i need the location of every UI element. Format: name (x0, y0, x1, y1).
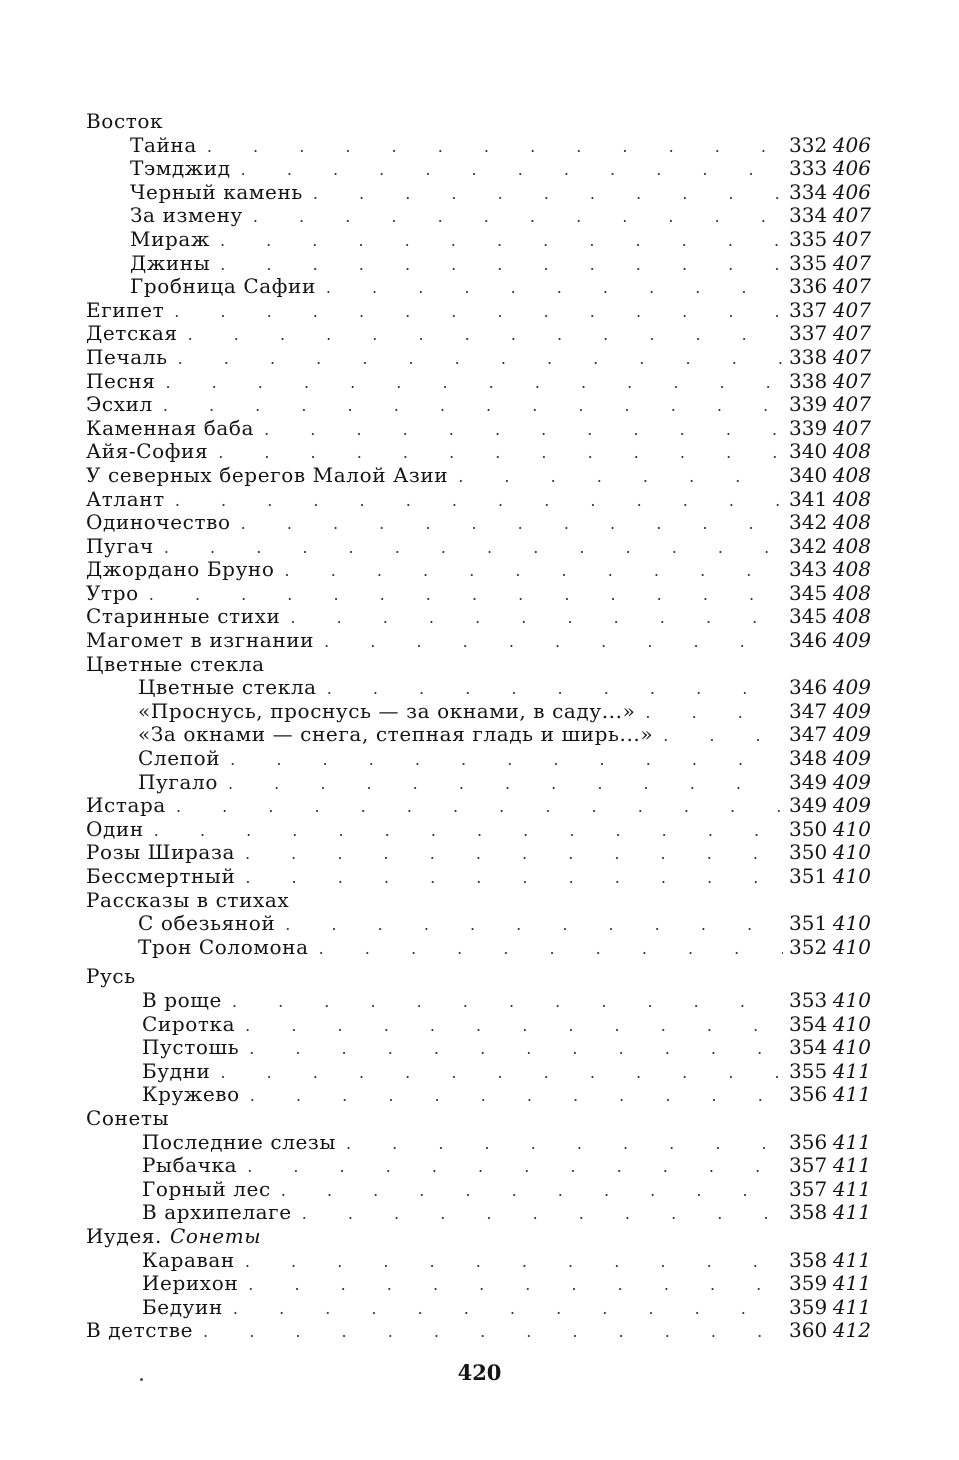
toc-entry-title: Иерихон (142, 1271, 239, 1296)
leader-dots (248, 1273, 783, 1297)
toc-entry (86, 605, 871, 629)
note-page-number: 409 (832, 793, 871, 818)
toc-entry (86, 653, 871, 677)
text-page-number: 340 (789, 462, 828, 487)
toc-entry (86, 417, 871, 441)
toc-entry (86, 794, 871, 818)
leader-dots (327, 677, 783, 701)
toc-entry-title: Горный лес (142, 1176, 271, 1201)
leader-dots (245, 842, 783, 866)
leader-dots (326, 276, 783, 300)
leader-dots (175, 489, 783, 513)
note-page-number: 411 (832, 1247, 871, 1272)
text-page-number: 351 (789, 911, 828, 936)
leader-dots (218, 441, 783, 465)
toc-entry-title: Печаль (86, 344, 168, 369)
leader-dots (203, 1320, 783, 1344)
toc-entry-title: Одиночество (86, 510, 231, 535)
toc-entry (86, 488, 871, 512)
text-page-number: 354 (789, 1011, 828, 1036)
leader-dots (663, 724, 783, 748)
leader-dots (220, 229, 783, 253)
toc-entry (86, 346, 871, 370)
leader-dots (302, 1202, 783, 1226)
note-page-number: 407 (832, 226, 871, 251)
note-page-number: 408 (832, 557, 871, 582)
toc-entry-title: Пугач (86, 533, 154, 558)
toc-entry-title: С обезьяной (138, 911, 276, 936)
note-page-number: 408 (832, 439, 871, 464)
leader-dots (233, 1297, 783, 1321)
text-page-number: 343 (789, 557, 828, 582)
text-page-number: 335 (789, 250, 828, 275)
toc-entry (86, 322, 871, 346)
toc-entry-title: Бедуин (142, 1294, 223, 1319)
toc-entry (86, 275, 871, 299)
toc-entry-title: Детская (86, 321, 178, 346)
toc-entry-title: Мираж (130, 226, 210, 251)
toc-entry (86, 936, 871, 960)
note-page-number: 411 (832, 1153, 871, 1178)
toc-entry-title: Пустошь (142, 1035, 240, 1060)
text-page-number: 339 (789, 392, 828, 417)
leader-dots (253, 205, 783, 229)
leader-dots (290, 606, 783, 630)
toc-entry-title: В архипелаге (142, 1200, 292, 1225)
toc-entry (86, 1249, 871, 1273)
toc-entry (86, 134, 871, 158)
leader-dots (207, 135, 783, 159)
toc-entry-title: Слепой (138, 746, 221, 771)
note-page-number: 411 (832, 1294, 871, 1319)
note-page-number: 410 (832, 911, 871, 936)
note-page-number: 411 (832, 1271, 871, 1296)
text-page-number: 335 (789, 226, 828, 251)
text-page-number: 347 (789, 722, 828, 747)
toc-entry (86, 1272, 871, 1296)
toc-entry-title: Айя-София (86, 439, 209, 464)
note-page-number: 411 (832, 1058, 871, 1083)
note-page-number: 408 (832, 486, 871, 511)
toc-entry (86, 228, 871, 252)
toc-entry-title: В детстве (86, 1318, 194, 1343)
text-page-number: 349 (789, 793, 828, 818)
note-page-number: 410 (832, 934, 871, 959)
leader-dots (458, 465, 783, 489)
text-page-number: 358 (789, 1200, 828, 1225)
text-page-number: 333 (789, 156, 828, 181)
toc-entry (86, 723, 871, 747)
toc-entry (86, 965, 871, 989)
note-page-number: 407 (832, 368, 871, 393)
toc-entry-title: Караван (142, 1247, 235, 1272)
toc-entry (86, 1013, 871, 1037)
toc-entry-title: Магомет в изгнании (86, 628, 315, 653)
text-page-number: 360 (789, 1318, 828, 1343)
toc-entry-title: Пугало (138, 769, 218, 794)
note-page-number: 409 (832, 675, 871, 700)
toc-entry-title: Будни (142, 1058, 211, 1083)
text-page-number: 356 (789, 1082, 828, 1107)
toc-entry (86, 110, 871, 134)
note-page-number: 407 (832, 392, 871, 417)
toc-entry (86, 889, 871, 913)
page-number: 420 (457, 1360, 502, 1385)
toc-entry (86, 393, 871, 417)
note-page-number: 409 (832, 722, 871, 747)
toc-entry (86, 440, 871, 464)
note-page-number: 410 (832, 1035, 871, 1060)
toc-entry-title: Один (86, 816, 144, 841)
text-page-number: 345 (789, 604, 828, 629)
toc-entry-title: Последние слезы (142, 1129, 336, 1154)
leader-dots (241, 158, 783, 182)
note-page-number: 410 (832, 840, 871, 865)
toc-entry-title: Тайна (130, 132, 197, 157)
text-page-number: 332 (789, 132, 828, 157)
note-page-number: 406 (832, 156, 871, 181)
leader-dots (245, 866, 783, 890)
text-page-number: 346 (789, 675, 828, 700)
toc-entry (86, 157, 871, 181)
leader-dots (247, 1155, 783, 1179)
note-page-number: 408 (832, 580, 871, 605)
leader-dots (324, 630, 783, 654)
leader-dots (154, 819, 783, 843)
toc-entry-title: Рассказы в стихах (86, 887, 290, 912)
toc-entry-title: У северных берегов Малой Азии (86, 462, 449, 487)
leader-dots (232, 990, 783, 1014)
text-page-number: 351 (789, 864, 828, 888)
note-page-number: 412 (832, 1318, 871, 1343)
text-page-number: 334 (789, 179, 828, 204)
toc-entry-title: Цветные стекла (86, 651, 265, 676)
leader-dots (264, 418, 783, 442)
toc-entry-title: Старинные стихи (86, 604, 281, 629)
toc-entry-title: Трон Соломона (138, 934, 309, 959)
leader-dots (285, 559, 783, 583)
toc-entry-title: Цветные стекла (138, 675, 317, 700)
toc-entry-title: Восток (86, 109, 164, 133)
text-page-number: 359 (789, 1271, 828, 1296)
toc-entry (86, 989, 871, 1013)
leader-dots (164, 536, 783, 560)
text-page-number: 342 (789, 510, 828, 535)
note-page-number: 407 (832, 250, 871, 275)
toc-entry (86, 1036, 871, 1060)
text-page-number: 347 (789, 698, 828, 723)
toc-entry (86, 818, 871, 842)
toc-entry-title: Гробница Сафии (130, 274, 316, 299)
toc-entry (86, 558, 871, 582)
note-page-number: 409 (832, 698, 871, 723)
toc-entry-title: Кружево (142, 1082, 240, 1107)
leader-dots (241, 512, 783, 536)
text-page-number: 341 (789, 486, 828, 511)
text-page-number: 346 (789, 628, 828, 653)
toc-entry-title: Русь (86, 964, 136, 989)
text-page-number: 350 (789, 816, 828, 841)
text-page-number: 348 (789, 746, 828, 771)
text-page-number: 337 (789, 297, 828, 322)
toc-entry-title: В роще (142, 987, 222, 1012)
note-page-number: 411 (832, 1176, 871, 1201)
toc-entry (86, 582, 871, 606)
leader-dots (346, 1132, 783, 1156)
leader-dots (250, 1084, 783, 1108)
leader-dots (176, 795, 783, 819)
print-speck (140, 1378, 143, 1381)
leader-dots (220, 1061, 783, 1085)
toc-entry-title: Тэмджид (130, 156, 231, 181)
toc-entry (86, 912, 871, 936)
leader-dots (285, 913, 783, 937)
toc-entry-title: Джины (130, 250, 211, 275)
note-page-number: 407 (832, 321, 871, 346)
toc-entry-title: Розы Шираза (86, 840, 235, 865)
note-page-number: 410 (832, 864, 871, 888)
toc-entry-title: «За окнами — снега, степная гладь и ширь...» (138, 722, 654, 747)
note-page-number: 410 (832, 987, 871, 1012)
note-page-number: 408 (832, 510, 871, 535)
leader-dots (281, 1179, 783, 1203)
toc-entry (86, 1296, 871, 1320)
toc-entry-title-italic: Сонеты (169, 1223, 262, 1248)
text-page-number: 338 (789, 368, 828, 393)
text-page-number: 357 (789, 1176, 828, 1201)
leader-dots (313, 182, 783, 206)
leader-dots (174, 300, 783, 324)
text-page-number: 337 (789, 321, 828, 346)
toc-entry (86, 535, 871, 559)
toc-entry (86, 700, 871, 724)
toc-entry (86, 1107, 871, 1131)
leader-dots (165, 371, 783, 395)
toc-entry-title: Атлант (86, 486, 165, 511)
note-page-number: 408 (832, 533, 871, 558)
toc-entry (86, 204, 871, 228)
note-page-number: 407 (832, 344, 871, 369)
table-of-contents (86, 110, 871, 1343)
toc-entry (86, 865, 871, 889)
leader-dots (220, 253, 783, 277)
toc-entry (86, 747, 871, 771)
toc-entry-title: Джордано Бруно (86, 557, 275, 582)
leader-dots (245, 1250, 783, 1274)
text-page-number: 358 (789, 1247, 828, 1272)
note-page-number: 409 (832, 746, 871, 771)
toc-entry (86, 1319, 871, 1343)
note-page-number: 409 (832, 628, 871, 653)
note-page-number: 411 (832, 1200, 871, 1225)
toc-entry (86, 370, 871, 394)
note-page-number: 411 (832, 1129, 871, 1154)
note-page-number: 406 (832, 179, 871, 204)
text-page-number: 338 (789, 344, 828, 369)
toc-entry (86, 841, 871, 865)
text-page-number: 357 (789, 1153, 828, 1178)
toc-entry-title: Утро (86, 580, 139, 605)
text-page-number: 359 (789, 1294, 828, 1319)
note-page-number: 407 (832, 415, 871, 440)
toc-entry (86, 1225, 871, 1249)
toc-entry (86, 1131, 871, 1155)
leader-dots (249, 1037, 783, 1061)
leader-dots (188, 323, 783, 347)
toc-entry-title: Бессмертный (86, 864, 236, 888)
note-page-number: 408 (832, 604, 871, 629)
leader-dots (228, 772, 783, 796)
toc-entry (86, 464, 871, 488)
toc-entry (86, 299, 871, 323)
text-page-number: 345 (789, 580, 828, 605)
leader-dots (230, 748, 783, 772)
note-page-number: 407 (832, 274, 871, 299)
toc-entry-title: За измену (130, 203, 243, 228)
toc-entry-title: Истара (86, 793, 166, 818)
toc-entry-title: «Проснусь, проснусь — за окнами, в саду...» (138, 698, 636, 723)
leader-dots (163, 394, 783, 418)
note-page-number: 410 (832, 1011, 871, 1036)
text-page-number: 354 (789, 1035, 828, 1060)
note-page-number: 406 (832, 132, 871, 157)
toc-entry-title: Иудея. (86, 1223, 162, 1248)
text-page-number: 336 (789, 274, 828, 299)
note-page-number: 411 (832, 1082, 871, 1107)
leader-dots (245, 1014, 783, 1038)
leader-dots (149, 583, 783, 607)
toc-entry (86, 771, 871, 795)
toc-entry-title: Песня (86, 368, 156, 393)
toc-entry-title: Черный камень (130, 179, 303, 204)
toc-entry (86, 181, 871, 205)
toc-entry (86, 1178, 871, 1202)
note-page-number: 407 (832, 203, 871, 228)
toc-entry-title: Эсхил (86, 392, 153, 417)
text-page-number: 353 (789, 987, 828, 1012)
toc-entry (86, 1060, 871, 1084)
text-page-number: 334 (789, 203, 828, 228)
text-page-number: 350 (789, 840, 828, 865)
text-page-number: 349 (789, 769, 828, 794)
text-page-number: 342 (789, 533, 828, 558)
note-page-number: 409 (832, 769, 871, 794)
toc-entry-title: Рыбачка (142, 1153, 238, 1178)
text-page-number: 339 (789, 415, 828, 440)
leader-dots (319, 937, 783, 961)
text-page-number: 340 (789, 439, 828, 464)
text-page-number: 356 (789, 1129, 828, 1154)
toc-entry-title: Египет (86, 297, 165, 322)
note-page-number: 408 (832, 462, 871, 487)
text-page-number: 355 (789, 1058, 828, 1083)
toc-entry (86, 252, 871, 276)
toc-entry (86, 1083, 871, 1107)
toc-entry (86, 1201, 871, 1225)
toc-entry (86, 511, 871, 535)
toc-entry (86, 629, 871, 653)
note-page-number: 407 (832, 297, 871, 322)
note-page-number: 410 (832, 816, 871, 841)
leader-dots (178, 347, 783, 371)
toc-entry-title: Сиротка (142, 1011, 236, 1036)
toc-entry-title: Сонеты (86, 1105, 170, 1130)
toc-entry (86, 676, 871, 700)
toc-entry (86, 1154, 871, 1178)
text-page-number: 352 (789, 934, 828, 959)
toc-entry-title: Каменная баба (86, 415, 255, 440)
leader-dots (645, 701, 783, 725)
